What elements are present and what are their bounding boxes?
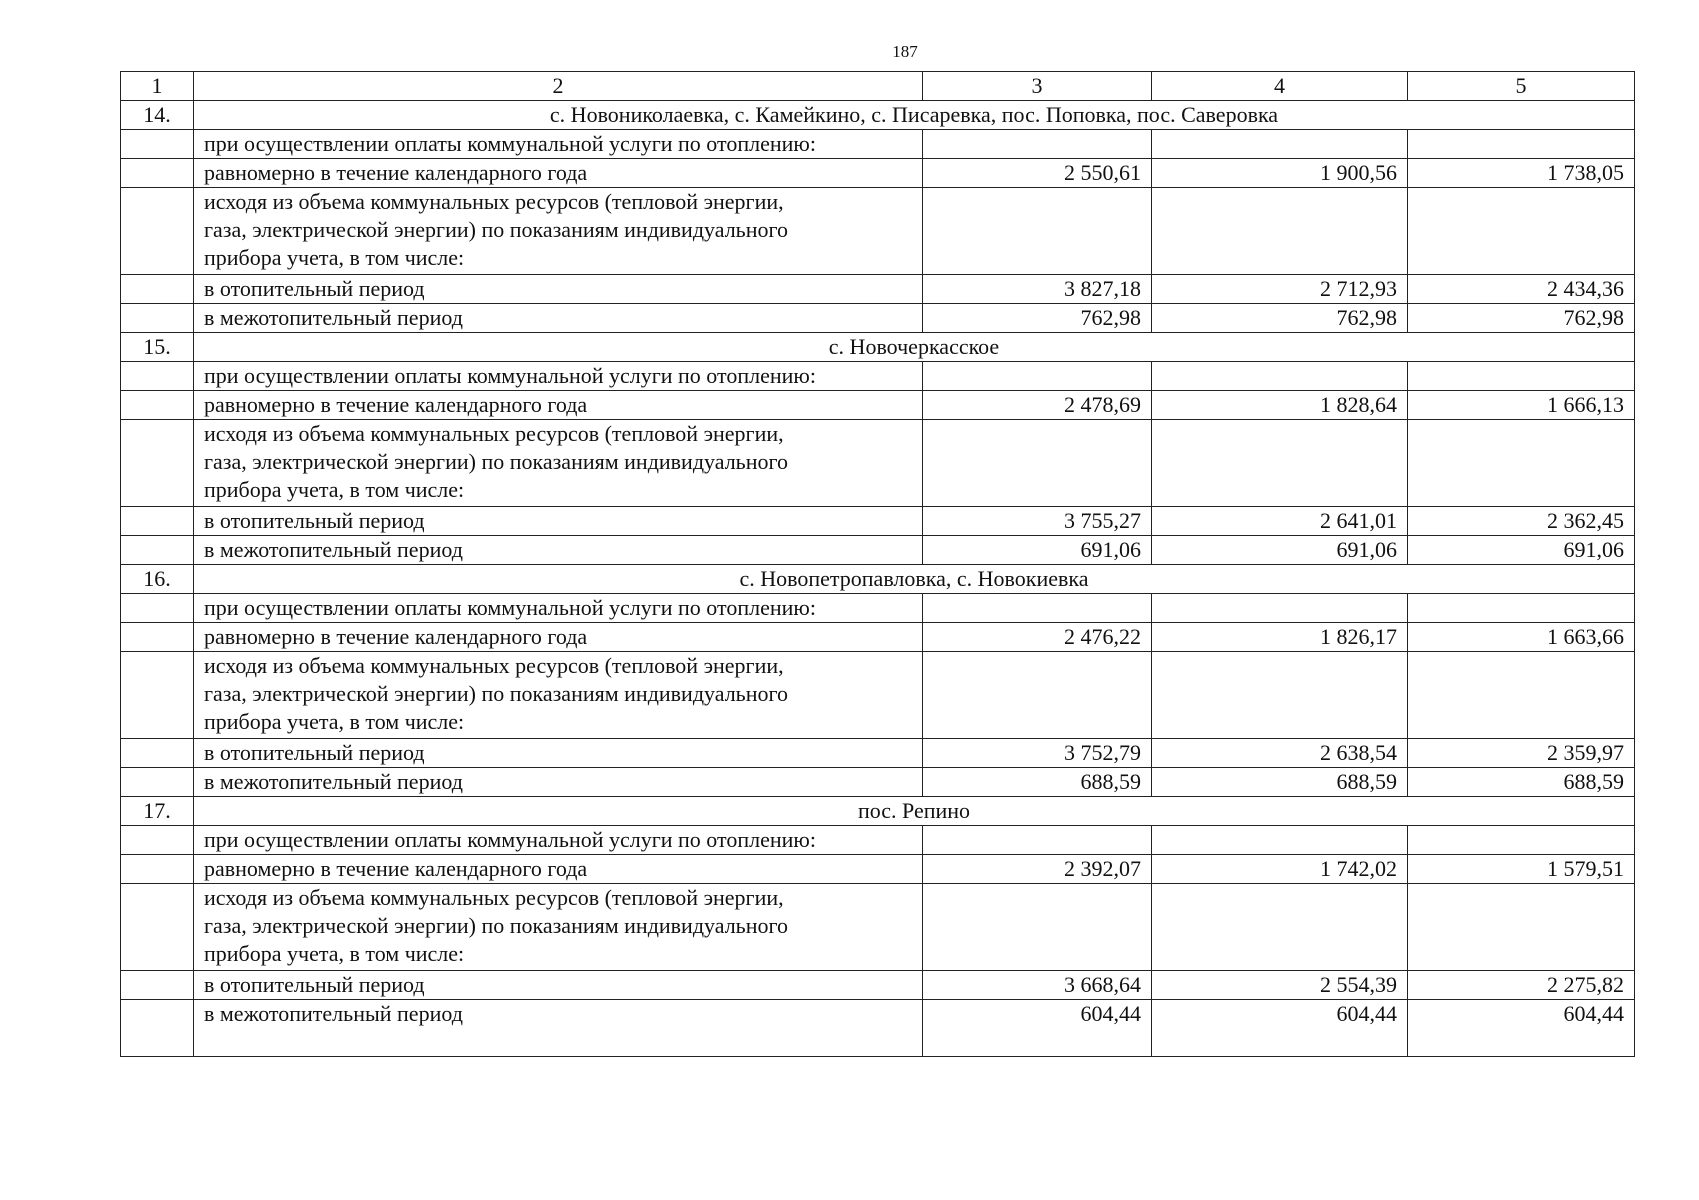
table-row bbox=[121, 275, 1635, 304]
row-label: при осуществлении оплаты коммунальной услуги по отоплению: bbox=[194, 594, 923, 623]
value-col-4 bbox=[1152, 188, 1408, 275]
value-col-4: 691,06 bbox=[1152, 536, 1408, 565]
value-col-5: 2 275,82 bbox=[1408, 971, 1635, 1000]
value-col-3: 688,59 bbox=[923, 768, 1152, 797]
value-col-3 bbox=[923, 362, 1152, 391]
section-number: 14. bbox=[121, 101, 194, 130]
row-label: в отопительный период bbox=[194, 275, 923, 304]
section-header-row bbox=[121, 797, 1635, 826]
value-col-4: 1 826,17 bbox=[1152, 623, 1408, 652]
row-label-line: прибора учета, в том числе: bbox=[204, 477, 465, 502]
row-label-line: исходя из объема коммунальных ресурсов (тепловой энергии, bbox=[204, 653, 784, 678]
row-label-line: газа, электрической энергии) по показаниям индивидуального bbox=[204, 217, 788, 242]
value-col-3: 2 476,22 bbox=[923, 623, 1152, 652]
value-col-3: 3 668,64 bbox=[923, 971, 1152, 1000]
value-col-3: 762,98 bbox=[923, 304, 1152, 333]
value-col-4 bbox=[1152, 594, 1408, 623]
table-row bbox=[121, 594, 1635, 623]
row-number-cell bbox=[121, 623, 194, 652]
row-number-cell bbox=[121, 826, 194, 855]
section-number: 16. bbox=[121, 565, 194, 594]
value-col-5 bbox=[1408, 130, 1635, 159]
row-label: в отопительный период bbox=[194, 507, 923, 536]
value-col-4: 2 712,93 bbox=[1152, 275, 1408, 304]
row-label: в межотопительный период bbox=[194, 768, 923, 797]
table-row bbox=[121, 652, 1635, 739]
tariff-table bbox=[120, 71, 1635, 1057]
value-col-3: 3 755,27 bbox=[923, 507, 1152, 536]
value-col-5 bbox=[1408, 652, 1635, 739]
table-row bbox=[121, 884, 1635, 971]
row-number-cell bbox=[121, 739, 194, 768]
value-col-5 bbox=[1408, 188, 1635, 275]
row-label-line: исходя из объема коммунальных ресурсов (тепловой энергии, bbox=[204, 885, 784, 910]
table-row bbox=[121, 768, 1635, 797]
row-number-cell bbox=[121, 391, 194, 420]
row-label-line: газа, электрической энергии) по показаниям индивидуального bbox=[204, 449, 788, 474]
table-row bbox=[121, 130, 1635, 159]
row-number-cell bbox=[121, 420, 194, 507]
table-row bbox=[121, 188, 1635, 275]
row-number-cell bbox=[121, 652, 194, 739]
value-col-5: 1 738,05 bbox=[1408, 159, 1635, 188]
row-label: равномерно в течение календарного года bbox=[194, 623, 923, 652]
value-col-3 bbox=[923, 420, 1152, 507]
value-col-5: 2 362,45 bbox=[1408, 507, 1635, 536]
value-col-3 bbox=[923, 130, 1152, 159]
value-col-3 bbox=[923, 826, 1152, 855]
value-col-5 bbox=[1408, 420, 1635, 507]
row-number-cell bbox=[121, 855, 194, 884]
row-label bbox=[194, 652, 923, 739]
value-col-4 bbox=[1152, 652, 1408, 739]
table-row bbox=[121, 391, 1635, 420]
value-col-4: 2 638,54 bbox=[1152, 739, 1408, 768]
section-header-row bbox=[121, 101, 1635, 130]
section-number: 17. bbox=[121, 797, 194, 826]
row-number-cell bbox=[121, 304, 194, 333]
row-number-cell bbox=[121, 362, 194, 391]
table-body bbox=[121, 72, 1635, 1057]
value-col-4 bbox=[1152, 420, 1408, 507]
row-number-cell bbox=[121, 1000, 194, 1057]
row-label: в отопительный период bbox=[194, 971, 923, 1000]
value-col-4: 2 554,39 bbox=[1152, 971, 1408, 1000]
row-label: при осуществлении оплаты коммунальной услуги по отоплению: bbox=[194, 130, 923, 159]
value-col-3: 3 827,18 bbox=[923, 275, 1152, 304]
row-label-line: прибора учета, в том числе: bbox=[204, 709, 465, 734]
row-label: в межотопительный период bbox=[194, 1000, 923, 1057]
value-col-5 bbox=[1408, 884, 1635, 971]
row-label bbox=[194, 420, 923, 507]
value-col-3 bbox=[923, 884, 1152, 971]
row-label: в межотопительный период bbox=[194, 304, 923, 333]
column-number-4: 4 bbox=[1152, 72, 1408, 101]
table-row bbox=[121, 1000, 1635, 1057]
section-locality: с. Новочеркасское bbox=[194, 333, 1635, 362]
value-col-4: 1 900,56 bbox=[1152, 159, 1408, 188]
value-col-5: 2 434,36 bbox=[1408, 275, 1635, 304]
row-number-cell bbox=[121, 130, 194, 159]
row-label-line: исходя из объема коммунальных ресурсов (тепловой энергии, bbox=[204, 189, 784, 214]
value-col-4: 2 641,01 bbox=[1152, 507, 1408, 536]
table-row bbox=[121, 536, 1635, 565]
value-col-5: 2 359,97 bbox=[1408, 739, 1635, 768]
value-col-4: 688,59 bbox=[1152, 768, 1408, 797]
row-label-line: газа, электрической энергии) по показаниям индивидуального bbox=[204, 681, 788, 706]
row-number-cell bbox=[121, 884, 194, 971]
value-col-3: 2 478,69 bbox=[923, 391, 1152, 420]
section-number: 15. bbox=[121, 333, 194, 362]
section-locality: с. Новопетропавловка, с. Новокиевка bbox=[194, 565, 1635, 594]
value-col-4 bbox=[1152, 884, 1408, 971]
row-number-cell bbox=[121, 768, 194, 797]
value-col-5: 688,59 bbox=[1408, 768, 1635, 797]
section-header-row bbox=[121, 333, 1635, 362]
row-label: равномерно в течение календарного года bbox=[194, 159, 923, 188]
value-col-3 bbox=[923, 188, 1152, 275]
section-locality: с. Новониколаевка, с. Камейкино, с. Писаревка, пос. Поповка, пос. Саверовка bbox=[194, 101, 1635, 130]
row-number-cell bbox=[121, 188, 194, 275]
table-row bbox=[121, 159, 1635, 188]
row-number-cell bbox=[121, 275, 194, 304]
row-label-line: прибора учета, в том числе: bbox=[204, 941, 465, 966]
row-label bbox=[194, 884, 923, 971]
value-col-5: 762,98 bbox=[1408, 304, 1635, 333]
value-col-4: 1 828,64 bbox=[1152, 391, 1408, 420]
row-label-line: газа, электрической энергии) по показаниям индивидуального bbox=[204, 913, 788, 938]
value-col-5: 1 663,66 bbox=[1408, 623, 1635, 652]
value-col-3: 604,44 bbox=[923, 1000, 1152, 1057]
value-col-5 bbox=[1408, 826, 1635, 855]
value-col-3: 3 752,79 bbox=[923, 739, 1152, 768]
value-col-5: 1 579,51 bbox=[1408, 855, 1635, 884]
table-row bbox=[121, 304, 1635, 333]
value-col-3 bbox=[923, 594, 1152, 623]
column-number-2: 2 bbox=[194, 72, 923, 101]
row-label: при осуществлении оплаты коммунальной услуги по отоплению: bbox=[194, 362, 923, 391]
table-row bbox=[121, 826, 1635, 855]
column-number-1: 1 bbox=[121, 72, 194, 101]
section-header-row bbox=[121, 565, 1635, 594]
table-row bbox=[121, 507, 1635, 536]
value-col-5: 604,44 bbox=[1408, 1000, 1635, 1057]
column-number-5: 5 bbox=[1408, 72, 1635, 101]
table-row bbox=[121, 855, 1635, 884]
row-label: при осуществлении оплаты коммунальной услуги по отоплению: bbox=[194, 826, 923, 855]
row-number-cell bbox=[121, 536, 194, 565]
row-number-cell bbox=[121, 507, 194, 536]
row-label bbox=[194, 188, 923, 275]
row-number-cell bbox=[121, 971, 194, 1000]
row-label-line: исходя из объема коммунальных ресурсов (тепловой энергии, bbox=[204, 421, 784, 446]
value-col-3: 2 392,07 bbox=[923, 855, 1152, 884]
value-col-3: 691,06 bbox=[923, 536, 1152, 565]
value-col-4: 604,44 bbox=[1152, 1000, 1408, 1057]
table-row bbox=[121, 623, 1635, 652]
table-row bbox=[121, 971, 1635, 1000]
value-col-4 bbox=[1152, 826, 1408, 855]
row-label: в отопительный период bbox=[194, 739, 923, 768]
page-number: 187 bbox=[892, 42, 918, 61]
value-col-4 bbox=[1152, 130, 1408, 159]
row-label: в межотопительный период bbox=[194, 536, 923, 565]
section-locality: пос. Репино bbox=[194, 797, 1635, 826]
value-col-5 bbox=[1408, 594, 1635, 623]
row-label: равномерно в течение календарного года bbox=[194, 855, 923, 884]
value-col-3 bbox=[923, 652, 1152, 739]
value-col-4: 762,98 bbox=[1152, 304, 1408, 333]
row-number-cell bbox=[121, 594, 194, 623]
value-col-4: 1 742,02 bbox=[1152, 855, 1408, 884]
row-label-line: прибора учета, в том числе: bbox=[204, 245, 465, 270]
column-number-row bbox=[121, 72, 1635, 101]
table-row bbox=[121, 420, 1635, 507]
row-label: равномерно в течение календарного года bbox=[194, 391, 923, 420]
row-number-cell bbox=[121, 159, 194, 188]
table-row bbox=[121, 362, 1635, 391]
value-col-5 bbox=[1408, 362, 1635, 391]
value-col-3: 2 550,61 bbox=[923, 159, 1152, 188]
value-col-5: 1 666,13 bbox=[1408, 391, 1635, 420]
column-number-3: 3 bbox=[923, 72, 1152, 101]
table-row bbox=[121, 739, 1635, 768]
value-col-5: 691,06 bbox=[1408, 536, 1635, 565]
value-col-4 bbox=[1152, 362, 1408, 391]
